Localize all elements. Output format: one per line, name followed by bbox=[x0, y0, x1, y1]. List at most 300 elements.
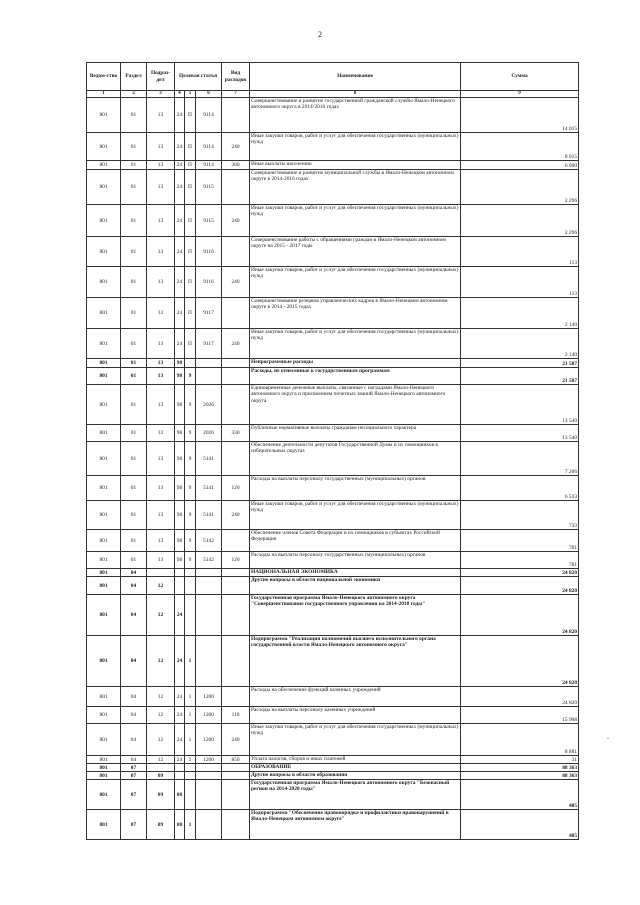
cell-article: 2026 bbox=[196, 425, 222, 442]
cell-sum: 2 140 bbox=[461, 329, 579, 359]
cell-name: Иные закупки товаров, работ и услуг для обеспечения государственных (муниципальных) нужд bbox=[250, 724, 461, 756]
cell-vedomstvo: 801 bbox=[87, 170, 121, 205]
cell-vedomstvo: 801 bbox=[87, 530, 121, 552]
cell-name: Непрограммные расходы bbox=[250, 359, 461, 368]
cell-podrazdel: 13 bbox=[147, 267, 175, 298]
table-row bbox=[87, 764, 579, 772]
cell-expense-type bbox=[222, 577, 250, 595]
cell-vedomstvo: 801 bbox=[87, 577, 121, 595]
cell-razdel: 01 bbox=[121, 368, 147, 385]
cell-podrazdel: 13 bbox=[147, 237, 175, 267]
cell-subprogram: П bbox=[185, 267, 196, 298]
cell-vedomstvo: 801 bbox=[87, 595, 121, 636]
cell-name: Иные закупки товаров, работ и услуг для обеспечения государственных (муниципальных) нужд bbox=[250, 501, 461, 530]
cell-name: Иные закупки товаров, работ и услуг для обеспечения государственных (муниципальных) нужд bbox=[250, 329, 461, 359]
cell-sum: 733 bbox=[461, 501, 579, 530]
cell-vedomstvo: 801 bbox=[87, 569, 121, 577]
page-number: 2 bbox=[318, 30, 322, 39]
cell-subprogram: 9 bbox=[185, 442, 196, 476]
cell-razdel: 07 bbox=[121, 772, 147, 780]
cell-vedomstvo: 801 bbox=[87, 237, 121, 267]
cell-expense-type: 110 bbox=[222, 707, 250, 724]
table-row bbox=[87, 595, 579, 636]
cell-podrazdel: 12 bbox=[147, 595, 175, 636]
cell-sum: 13 540 bbox=[461, 385, 579, 425]
cell-program: 24 bbox=[175, 636, 185, 687]
cell-vedomstvo: 801 bbox=[87, 359, 121, 368]
cell-subprogram: 9 bbox=[185, 368, 196, 385]
cell-subprogram: 9 bbox=[185, 552, 196, 569]
cell-article bbox=[196, 764, 222, 772]
cell-name: Иные закупки товаров, работ и услуг для обеспечения государственных (муниципальных) нужд bbox=[250, 205, 461, 237]
cell-program bbox=[175, 772, 185, 780]
cell-name: Подпрограмма "Реализация полномочий высшего исполнительного органа государственной власти Ямало-Ненецкого автономного округа" bbox=[250, 636, 461, 687]
cell-podrazdel: 12 bbox=[147, 724, 175, 756]
cell-subprogram bbox=[185, 595, 196, 636]
table-row bbox=[87, 552, 579, 569]
cell-vedomstvo: 801 bbox=[87, 764, 121, 772]
cell-podrazdel: 13 bbox=[147, 161, 175, 170]
cell-subprogram bbox=[185, 764, 196, 772]
cell-razdel: 01 bbox=[121, 205, 147, 237]
table-row bbox=[87, 98, 579, 133]
cell-podrazdel: 13 bbox=[147, 359, 175, 368]
cell-vedomstvo: 801 bbox=[87, 425, 121, 442]
cell-vedomstvo: 801 bbox=[87, 476, 121, 501]
table-row bbox=[87, 772, 579, 780]
cell-expense-type: 240 bbox=[222, 501, 250, 530]
table-row bbox=[87, 780, 579, 810]
cell-podrazdel bbox=[147, 764, 175, 772]
cell-program: 08 bbox=[175, 810, 185, 840]
cell-razdel: 01 bbox=[121, 267, 147, 298]
cell-name: Другие вопросы в области национальной экономики bbox=[250, 577, 461, 595]
cell-subprogram: 1 bbox=[185, 636, 196, 687]
cell-article: 9114 bbox=[196, 161, 222, 170]
cell-subprogram: П bbox=[185, 161, 196, 170]
cell-sum: 31 bbox=[461, 756, 579, 764]
cell-vedomstvo: 801 bbox=[87, 724, 121, 756]
cell-article: 9115 bbox=[196, 205, 222, 237]
table-row bbox=[87, 530, 579, 552]
table-row bbox=[87, 476, 579, 501]
cell-program bbox=[175, 577, 185, 595]
cell-article bbox=[196, 577, 222, 595]
cell-razdel: 01 bbox=[121, 425, 147, 442]
cell-article bbox=[196, 636, 222, 687]
cell-podrazdel: 13 bbox=[147, 552, 175, 569]
cell-program: 08 bbox=[175, 780, 185, 810]
table-row bbox=[87, 810, 579, 840]
column-number: 3 bbox=[147, 91, 175, 98]
cell-vedomstvo: 801 bbox=[87, 368, 121, 385]
cell-podrazdel bbox=[147, 569, 175, 577]
cell-article: 2026 bbox=[196, 385, 222, 425]
cell-subprogram: 9 bbox=[185, 530, 196, 552]
cell-razdel: 04 bbox=[121, 724, 147, 756]
cell-vedomstvo: 801 bbox=[87, 442, 121, 476]
cell-name: НАЦИОНАЛЬНАЯ ЭКОНОМИКА bbox=[250, 569, 461, 577]
cell-vedomstvo: 801 bbox=[87, 687, 121, 707]
table-row bbox=[87, 442, 579, 476]
cell-podrazdel: 13 bbox=[147, 425, 175, 442]
table-body bbox=[87, 98, 579, 840]
cell-razdel: 01 bbox=[121, 237, 147, 267]
cell-vedomstvo: 801 bbox=[87, 810, 121, 840]
table-row bbox=[87, 237, 579, 267]
cell-program: 98 bbox=[175, 442, 185, 476]
header-target-article: Целевая статья bbox=[175, 63, 222, 91]
cell-program: 24 bbox=[175, 161, 185, 170]
cell-sum: 88 363 bbox=[461, 772, 579, 780]
cell-vedomstvo: 801 bbox=[87, 501, 121, 530]
cell-expense-type: 240 bbox=[222, 267, 250, 298]
cell-sum: 88 363 bbox=[461, 764, 579, 772]
cell-podrazdel: 12 bbox=[147, 636, 175, 687]
cell-subprogram: 9 bbox=[185, 476, 196, 501]
cell-vedomstvo: 801 bbox=[87, 161, 121, 170]
cell-expense-type bbox=[222, 687, 250, 707]
cell-article: 5142 bbox=[196, 552, 222, 569]
cell-subprogram: П bbox=[185, 170, 196, 205]
cell-vedomstvo: 801 bbox=[87, 267, 121, 298]
cell-subprogram: П bbox=[185, 133, 196, 161]
cell-vedomstvo: 801 bbox=[87, 205, 121, 237]
cell-name: Расходы на обеспечение функций казенных учреждений bbox=[250, 687, 461, 707]
cell-sum: 24 820 bbox=[461, 595, 579, 636]
cell-name: Расходы на выплаты персоналу государственных (муниципальных) органов bbox=[250, 552, 461, 569]
column-number: 6 bbox=[196, 91, 222, 98]
cell-razdel: 07 bbox=[121, 780, 147, 810]
side-mark: - bbox=[607, 736, 609, 742]
cell-vedomstvo: 801 bbox=[87, 329, 121, 359]
cell-sum: 113 bbox=[461, 267, 579, 298]
cell-sum: 2 296 bbox=[461, 205, 579, 237]
cell-article bbox=[196, 359, 222, 368]
cell-expense-type bbox=[222, 569, 250, 577]
cell-expense-type: 120 bbox=[222, 552, 250, 569]
cell-razdel: 04 bbox=[121, 687, 147, 707]
cell-sum: 8 015 bbox=[461, 133, 579, 161]
cell-sum: 24 820 bbox=[461, 569, 579, 577]
cell-subprogram: 9 bbox=[185, 385, 196, 425]
cell-razdel: 01 bbox=[121, 133, 147, 161]
header-row bbox=[87, 63, 579, 91]
cell-expense-type bbox=[222, 764, 250, 772]
cell-name: Совершенствование резервов управленческих кадров в Ямало-Ненецком автономном округе в 2014 - 2015 годах bbox=[250, 298, 461, 329]
cell-program: 24 bbox=[175, 267, 185, 298]
cell-article: 5141 bbox=[196, 476, 222, 501]
cell-name: Расходы, не отнесенные к государственным программам bbox=[250, 368, 461, 385]
cell-razdel: 01 bbox=[121, 359, 147, 368]
cell-name: Другие вопросы в области образования bbox=[250, 772, 461, 780]
table-row bbox=[87, 501, 579, 530]
table-row bbox=[87, 205, 579, 237]
column-number: 5 bbox=[185, 91, 196, 98]
cell-program: 24 bbox=[175, 237, 185, 267]
cell-name: Подпрограмма "Обеспечение правопорядка и профилактики правонарушений в Ямало-Ненецком автономном округе" bbox=[250, 810, 461, 840]
cell-razdel: 01 bbox=[121, 476, 147, 501]
cell-program: 24 bbox=[175, 707, 185, 724]
cell-program: 98 bbox=[175, 368, 185, 385]
column-number-row bbox=[87, 91, 579, 98]
cell-subprogram: 1 bbox=[185, 756, 196, 764]
cell-podrazdel: 13 bbox=[147, 476, 175, 501]
cell-sum: 113 bbox=[461, 237, 579, 267]
cell-expense-type: 360 bbox=[222, 161, 250, 170]
cell-program: 98 bbox=[175, 552, 185, 569]
cell-podrazdel: 13 bbox=[147, 98, 175, 133]
cell-razdel: 01 bbox=[121, 170, 147, 205]
cell-sum: 24 820 bbox=[461, 636, 579, 687]
cell-expense-type: 850 bbox=[222, 756, 250, 764]
cell-article bbox=[196, 368, 222, 385]
cell-podrazdel: 13 bbox=[147, 298, 175, 329]
cell-podrazdel: 12 bbox=[147, 687, 175, 707]
cell-program: 24 bbox=[175, 724, 185, 756]
cell-name: Совершенствование и развитие муниципальной службы в Ямало-Ненецком автономном округе в 2014-2016 годах bbox=[250, 170, 461, 205]
cell-subprogram: 1 bbox=[185, 810, 196, 840]
cell-program: 24 bbox=[175, 205, 185, 237]
cell-expense-type bbox=[222, 359, 250, 368]
cell-name: Расходы на выплаты персоналу государственных (муниципальных) органов bbox=[250, 476, 461, 501]
cell-sum: 485 bbox=[461, 810, 579, 840]
cell-name: ОБРАЗОВАНИЕ bbox=[250, 764, 461, 772]
cell-expense-type bbox=[222, 530, 250, 552]
cell-podrazdel: 13 bbox=[147, 368, 175, 385]
cell-expense-type: 240 bbox=[222, 133, 250, 161]
cell-expense-type bbox=[222, 595, 250, 636]
cell-subprogram: П bbox=[185, 205, 196, 237]
cell-sum: 6 533 bbox=[461, 476, 579, 501]
cell-article: 9114 bbox=[196, 133, 222, 161]
cell-name: Обеспечение деятельности депутатов Государственной Думы и их помощников в избирательных округах bbox=[250, 442, 461, 476]
cell-sum: 14 015 bbox=[461, 98, 579, 133]
cell-name: Единовременные денежные выплаты, связанные с наградами Ямало-Ненецкого автономного округа и присвоением почетных званий Ямало-Ненецкого автономного округа bbox=[250, 385, 461, 425]
cell-subprogram bbox=[185, 359, 196, 368]
cell-razdel: 07 bbox=[121, 810, 147, 840]
cell-article bbox=[196, 595, 222, 636]
cell-razdel: 04 bbox=[121, 636, 147, 687]
cell-expense-type bbox=[222, 772, 250, 780]
header-vedomstvo: Ведом-ство bbox=[87, 63, 121, 91]
cell-vedomstvo: 801 bbox=[87, 756, 121, 764]
cell-article bbox=[196, 810, 222, 840]
cell-article: 1200 bbox=[196, 756, 222, 764]
cell-program: 24 bbox=[175, 687, 185, 707]
cell-program: 98 bbox=[175, 530, 185, 552]
cell-podrazdel: 09 bbox=[147, 772, 175, 780]
cell-program: 24 bbox=[175, 133, 185, 161]
header-expense-type: Вид расходов bbox=[222, 63, 250, 91]
cell-vedomstvo: 801 bbox=[87, 780, 121, 810]
cell-name: Публичные нормативные выплаты гражданам несоциального характера bbox=[250, 425, 461, 442]
cell-name: Иные выплаты населению bbox=[250, 161, 461, 170]
cell-subprogram bbox=[185, 780, 196, 810]
cell-podrazdel: 09 bbox=[147, 810, 175, 840]
cell-subprogram: П bbox=[185, 298, 196, 329]
cell-article: 1200 bbox=[196, 724, 222, 756]
cell-subprogram bbox=[185, 569, 196, 577]
column-number: 9 bbox=[461, 91, 579, 98]
column-number: 4 bbox=[175, 91, 185, 98]
cell-name: Совершенствование и развитие государственной гражданской службы Ямало-Ненецкого автономного округа в 2014-2016 годах bbox=[250, 98, 461, 133]
cell-program: 98 bbox=[175, 385, 185, 425]
cell-article: 1200 bbox=[196, 687, 222, 707]
cell-razdel: 01 bbox=[121, 442, 147, 476]
cell-sum: 15 908 bbox=[461, 707, 579, 724]
cell-podrazdel: 13 bbox=[147, 385, 175, 425]
cell-program: 24 bbox=[175, 756, 185, 764]
cell-podrazdel: 12 bbox=[147, 756, 175, 764]
table-row bbox=[87, 569, 579, 577]
cell-sum: 21 587 bbox=[461, 368, 579, 385]
cell-razdel: 04 bbox=[121, 595, 147, 636]
table-row bbox=[87, 298, 579, 329]
table-row bbox=[87, 756, 579, 764]
cell-expense-type bbox=[222, 385, 250, 425]
budget-table bbox=[86, 62, 579, 840]
cell-razdel: 01 bbox=[121, 552, 147, 569]
cell-sum: 781 bbox=[461, 552, 579, 569]
cell-podrazdel: 13 bbox=[147, 530, 175, 552]
cell-vedomstvo: 801 bbox=[87, 98, 121, 133]
cell-expense-type bbox=[222, 780, 250, 810]
cell-program: 24 bbox=[175, 298, 185, 329]
cell-article: 9115 bbox=[196, 170, 222, 205]
cell-article bbox=[196, 780, 222, 810]
table-row bbox=[87, 577, 579, 595]
cell-razdel: 04 bbox=[121, 756, 147, 764]
cell-podrazdel: 13 bbox=[147, 205, 175, 237]
cell-article: 5142 bbox=[196, 530, 222, 552]
cell-program: 98 bbox=[175, 501, 185, 530]
cell-vedomstvo: 801 bbox=[87, 385, 121, 425]
cell-razdel: 01 bbox=[121, 298, 147, 329]
cell-subprogram: 1 bbox=[185, 707, 196, 724]
cell-podrazdel: 13 bbox=[147, 501, 175, 530]
cell-expense-type bbox=[222, 298, 250, 329]
cell-article: 5141 bbox=[196, 501, 222, 530]
cell-expense-type bbox=[222, 237, 250, 267]
cell-name: Государственная программа Ямало-Ненецкого автономного округа "Безопасный регион на 2014-2020 годы" bbox=[250, 780, 461, 810]
cell-vedomstvo: 801 bbox=[87, 772, 121, 780]
cell-expense-type: 120 bbox=[222, 476, 250, 501]
cell-razdel: 04 bbox=[121, 707, 147, 724]
cell-razdel: 07 bbox=[121, 764, 147, 772]
table-row bbox=[87, 368, 579, 385]
cell-article: 9117 bbox=[196, 329, 222, 359]
cell-program: 24 bbox=[175, 329, 185, 359]
cell-subprogram bbox=[185, 772, 196, 780]
cell-razdel: 01 bbox=[121, 385, 147, 425]
header-sum: Сумма bbox=[461, 63, 579, 91]
column-number: 1 bbox=[87, 91, 121, 98]
cell-name: Иные закупки товаров, работ и услуг для обеспечения государственных (муниципальных) нужд bbox=[250, 267, 461, 298]
cell-article: 5141 bbox=[196, 442, 222, 476]
cell-article bbox=[196, 772, 222, 780]
cell-program: 24 bbox=[175, 170, 185, 205]
table-row bbox=[87, 687, 579, 707]
cell-name: Расходы на выплаты персоналу казенных учреждений bbox=[250, 707, 461, 724]
cell-sum: 21 587 bbox=[461, 359, 579, 368]
cell-podrazdel: 09 bbox=[147, 780, 175, 810]
column-number: 8 bbox=[250, 91, 461, 98]
cell-name: Государственная программа Ямало-Ненецкого автономного округа "Совершенствование государственного управления на 2014-2018 годы" bbox=[250, 595, 461, 636]
cell-article: 9116 bbox=[196, 237, 222, 267]
cell-razdel: 04 bbox=[121, 577, 147, 595]
cell-subprogram: 1 bbox=[185, 687, 196, 707]
cell-vedomstvo: 801 bbox=[87, 552, 121, 569]
cell-name: Иные закупки товаров, работ и услуг для обеспечения государственных (муниципальных) нужд bbox=[250, 133, 461, 161]
cell-subprogram bbox=[185, 577, 196, 595]
cell-vedomstvo: 801 bbox=[87, 133, 121, 161]
cell-sum: 2 140 bbox=[461, 298, 579, 329]
cell-podrazdel: 12 bbox=[147, 577, 175, 595]
cell-razdel: 01 bbox=[121, 501, 147, 530]
cell-podrazdel: 13 bbox=[147, 133, 175, 161]
cell-program: 24 bbox=[175, 595, 185, 636]
cell-name: Обеспечение членов Совета Федерации и их помощников в субъектах Российской Федерации bbox=[250, 530, 461, 552]
table-row bbox=[87, 636, 579, 687]
table-row bbox=[87, 724, 579, 756]
cell-podrazdel: 13 bbox=[147, 170, 175, 205]
cell-sum: 485 bbox=[461, 780, 579, 810]
cell-program: 24 bbox=[175, 98, 185, 133]
header-podrazdel: Подраз-дел bbox=[147, 63, 175, 91]
cell-razdel: 01 bbox=[121, 329, 147, 359]
cell-expense-type: 240 bbox=[222, 205, 250, 237]
cell-article: 9117 bbox=[196, 298, 222, 329]
cell-subprogram: П bbox=[185, 237, 196, 267]
cell-expense-type bbox=[222, 810, 250, 840]
cell-sum: 7 206 bbox=[461, 442, 579, 476]
cell-expense-type bbox=[222, 368, 250, 385]
cell-subprogram: 9 bbox=[185, 425, 196, 442]
table-row bbox=[87, 385, 579, 425]
cell-expense-type bbox=[222, 170, 250, 205]
cell-article: 9116 bbox=[196, 267, 222, 298]
cell-sum: 6 000 bbox=[461, 161, 579, 170]
cell-article: 1200 bbox=[196, 707, 222, 724]
column-number: 7 bbox=[222, 91, 250, 98]
cell-vedomstvo: 801 bbox=[87, 707, 121, 724]
cell-name: Совершенствование работы с обращениями граждан в Ямало-Ненецком автономном округе на 2015 - 2017 годы bbox=[250, 237, 461, 267]
cell-razdel: 01 bbox=[121, 98, 147, 133]
cell-sum: 24 820 bbox=[461, 687, 579, 707]
cell-vedomstvo: 801 bbox=[87, 636, 121, 687]
cell-vedomstvo: 801 bbox=[87, 298, 121, 329]
header-razdel: Раздел bbox=[121, 63, 147, 91]
table-row bbox=[87, 707, 579, 724]
cell-program bbox=[175, 569, 185, 577]
cell-razdel: 01 bbox=[121, 530, 147, 552]
cell-podrazdel: 12 bbox=[147, 707, 175, 724]
cell-sum: 8 881 bbox=[461, 724, 579, 756]
cell-sum: 13 540 bbox=[461, 425, 579, 442]
cell-name: Уплата налогов, сборов и иных платежей bbox=[250, 756, 461, 764]
cell-program: 98 bbox=[175, 425, 185, 442]
cell-subprogram: 9 bbox=[185, 501, 196, 530]
cell-expense-type bbox=[222, 98, 250, 133]
cell-expense-type bbox=[222, 636, 250, 687]
header-name: Наименование bbox=[250, 63, 461, 91]
cell-expense-type: 330 bbox=[222, 425, 250, 442]
cell-sum: 24 820 bbox=[461, 577, 579, 595]
table-row bbox=[87, 329, 579, 359]
cell-program: 98 bbox=[175, 359, 185, 368]
cell-razdel: 01 bbox=[121, 161, 147, 170]
